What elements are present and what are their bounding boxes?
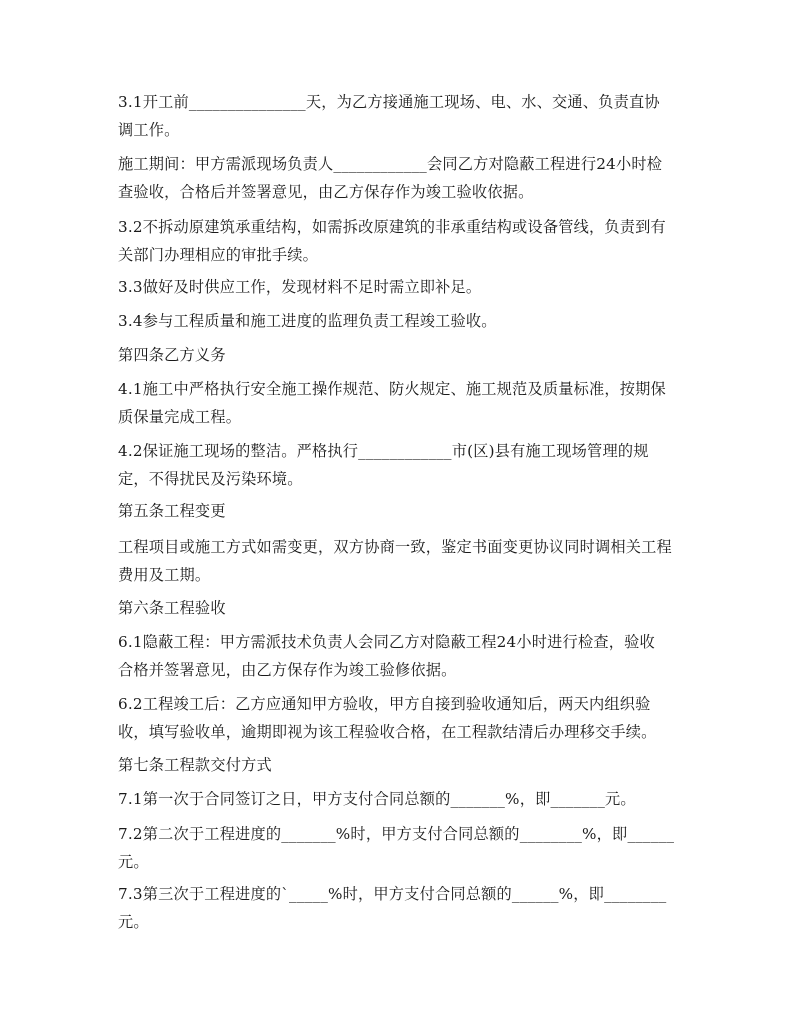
section-heading: 第六条工程验收 <box>118 599 226 617</box>
text-line: 费用及工期。 <box>118 566 211 584</box>
text-line: 3.2不拆动原建筑承重结构，如需拆改原建筑的非承重结构或设备管线，负责到有 <box>118 218 666 236</box>
article-7-heading <box>118 751 684 779</box>
text-line: 调工作。 <box>118 121 180 139</box>
text-line: 6.1隐蔽工程：甲方需派技术负责人会同乙方对隐蔽工程24小时进行检查，验收 <box>118 633 655 651</box>
text-line: 3.1开工前_______________天，为乙方接通施工现场、电、水、交通、负责直协 <box>118 93 660 111</box>
text-line: 合格并签署意见，由乙方保存作为竣工验修依据。 <box>118 661 457 679</box>
clause-5 <box>118 533 684 589</box>
text-line: 工程项目或施工方式如需变更，双方协商一致，鉴定书面变更协议同时调相关工程 <box>118 538 672 556</box>
section-heading: 第七条工程款交付方式 <box>118 756 272 774</box>
text-line: 7.1第一次于合同签订之日，甲方支付合同总额的_______%，即_______元。 <box>118 790 636 808</box>
article-6-heading <box>118 594 684 622</box>
text-line: 收，填写验收单，逾期即视为该工程验收合格，在工程款结清后办理移交手续。 <box>118 723 657 741</box>
clause-4-1 <box>118 375 684 431</box>
text-line: 施工期间：甲方需派现场负责人____________会同乙方对隐蔽工程进行24小时检 <box>118 155 663 173</box>
article-4-heading <box>118 341 684 369</box>
text-line: 4.1施工中严格执行安全施工操作规范、防火规定、施工规范及质量标准，按期保 <box>118 380 666 398</box>
text-line: 关部门办理相应的审批手续。 <box>118 246 319 264</box>
article-5-heading <box>118 497 684 525</box>
text-line: 3.3做好及时供应工作，发现材料不足时需立即补足。 <box>118 278 482 296</box>
text-line: 7.2第二次于工程进度的_______%时，甲方支付合同总额的________%，即______ <box>118 825 675 843</box>
clause-4-2 <box>118 437 684 493</box>
text-line: 7.3第三次于工程进度的`_____%时，甲方支付合同总额的______%，即________ <box>118 885 667 903</box>
text-line: 元。 <box>118 913 149 931</box>
text-line: 元。 <box>118 853 149 871</box>
clause-3-1 <box>118 88 684 144</box>
text-line: 3.4参与工程质量和施工进度的监理负责工程竣工验收。 <box>118 312 497 330</box>
section-heading: 第四条乙方义务 <box>118 346 226 364</box>
clause-7-2 <box>118 820 684 876</box>
clause-7-1 <box>118 785 684 813</box>
text-line: 6.2工程竣工后：乙方应通知甲方验收，甲方自接到验收通知后，两天内组织验 <box>118 695 651 713</box>
construction-period-clause <box>118 150 684 206</box>
clause-6-1 <box>118 628 684 684</box>
clause-6-2 <box>118 690 684 746</box>
clause-3-2 <box>118 213 684 269</box>
clause-3-4 <box>118 307 684 335</box>
text-line: 查验收，合格后并签署意见，由乙方保存作为竣工验收依据。 <box>118 183 534 201</box>
section-heading: 第五条工程变更 <box>118 502 226 520</box>
text-line: 4.2保证施工现场的整洁。严格执行____________市(区)县有施工现场管理的规 <box>118 442 649 460</box>
text-line: 定，不得扰民及污染环境。 <box>118 470 303 488</box>
text-line: 质保量完成工程。 <box>118 408 242 426</box>
clause-3-3 <box>118 273 684 301</box>
clause-7-3 <box>118 880 684 936</box>
